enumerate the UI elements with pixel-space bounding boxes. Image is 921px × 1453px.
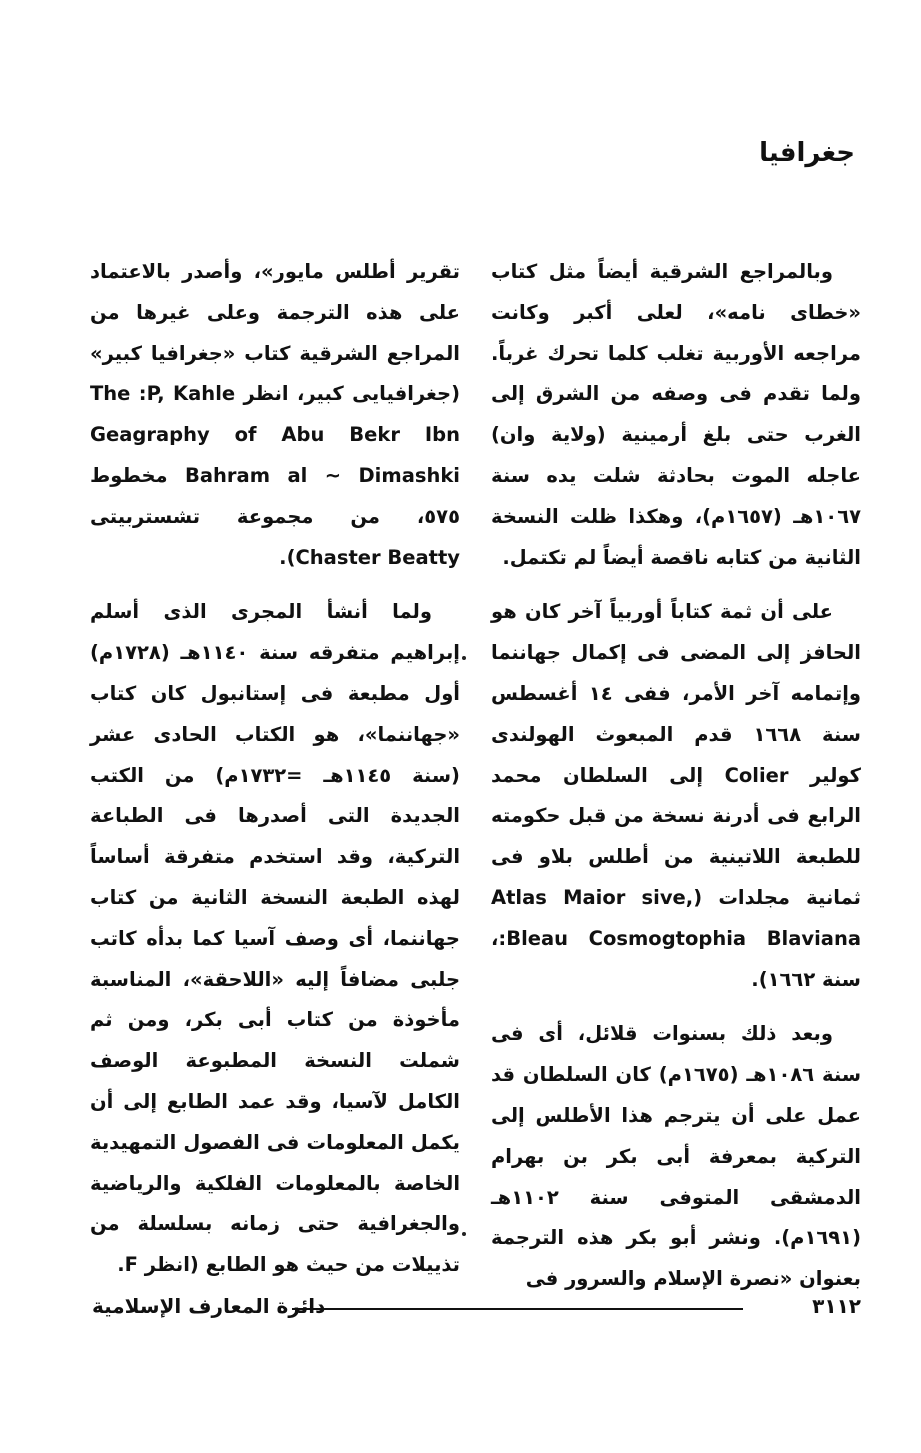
- paragraph: وبالمراجع الشرقية أيضاً مثل كتاب «خطاى نامه»، لعلى أكبر وكانت مراجعه الأوربية تغلب كلما تحرك غرباً. ولما تقدم فى وصفه من الشرق إلى الغرب حتى بلغ أرمينية (ولاية وان) عاجله الموت بحادثة شلت يده سنة ١٠٦٧هـ (١٦٥٧م)، وهكذا ظلت النسخة الثانية من كتابه ناقصة أيضاً لم تكتمل.: [491, 260, 861, 569]
- left-column: [90, 252, 460, 1300]
- paragraph: تقرير أطلس مايور»، وأصدر بالاعتماد على هذه الترجمة وعلى غيرها من المراجع الشرقية كتاب «جغرافيا كبير» (جغرافيايى كبير، انظر The :P, Kahle Geagraphy of Abu Bekr Ibn Bahram al ~ Dimashki مخطوط ٥٧٥، من مجموعة تشستربيتى Chaster Beatty).: [90, 260, 460, 569]
- paragraph: على أن ثمة كتاباً أوربياً آخر كان هو الحافز إلى المضى فى إكمال جهاننما وإتمامه آخر الأمر، ففى ١٤ أغسطس سنة ١٦٦٨ قدم المبعوث الهولندى كولير Colier إلى السلطان محمد الرابع فى أدرنة نسخة من قبل حكومته للطبعة اللاتينية من أطلس بلاو فى ثمانية مجلدات (Atlas Maior sive, :Bleau Cosmogtophia Blaviana، سنة ١٦٦٢).: [491, 600, 861, 991]
- right-column: [491, 252, 861, 1314]
- margin-dot: [462, 656, 466, 660]
- footer-rule: [292, 1308, 743, 1310]
- journal-name: دائرة المعارف الإسلامية: [92, 1294, 326, 1318]
- margin-dot: [462, 1232, 466, 1236]
- page-title: جغرافيا: [759, 138, 855, 168]
- page-number: ٣١١٢: [812, 1294, 861, 1318]
- page-footer: [92, 1294, 861, 1324]
- paragraph: وبعد ذلك بسنوات قلائل، أى فى سنة ١٠٨٦هـ (١٦٧٥م) كان السلطان قد عمل على أن يترجم هذا الأطلس إلى التركية بمعرفة أبى بكر بن بهرام الدمشقى المتوفى سنة ١١٠٢هـ (١٦٩١م). ونشر أبو بكر هذه الترجمة بعنوان «نصرة الإسلام والسرور فى: [491, 1022, 861, 1291]
- paragraph: ولما أنشأ المجرى الذى أسلم إبراهيم متفرقه سنة ١١٤٠هـ (١٧٢٨م) أول مطبعة فى إستانبول كان كتاب «جهاننما»، هو الكتاب الحادى عشر (سنة ١١٤٥هـ =١٧٣٢م) من الكتب الجديدة التى أصدرها فى الطباعة التركية، وقد استخدم متفرقة أساساً لهذه الطبعة النسخة الثانية من كتاب جهاننما، أى وصف آسيا كما بدأه كاتب جلبى مضافاً إليه «اللاحقة»، المناسبة مأخوذة من كتاب أبى بكر، ومن ثم شملت النسخة المطبوعة الوصف الكامل لآسيا، وقد عمد الطابع إلى أن يكمل المعلومات فى الفصول التمهيدية الخاصة بالمعلومات الفلكية والرياضية والجغرافية حتى زمانه بسلسلة من تذييلات من حيث هو الطابع (انظر F.: [90, 600, 460, 1277]
